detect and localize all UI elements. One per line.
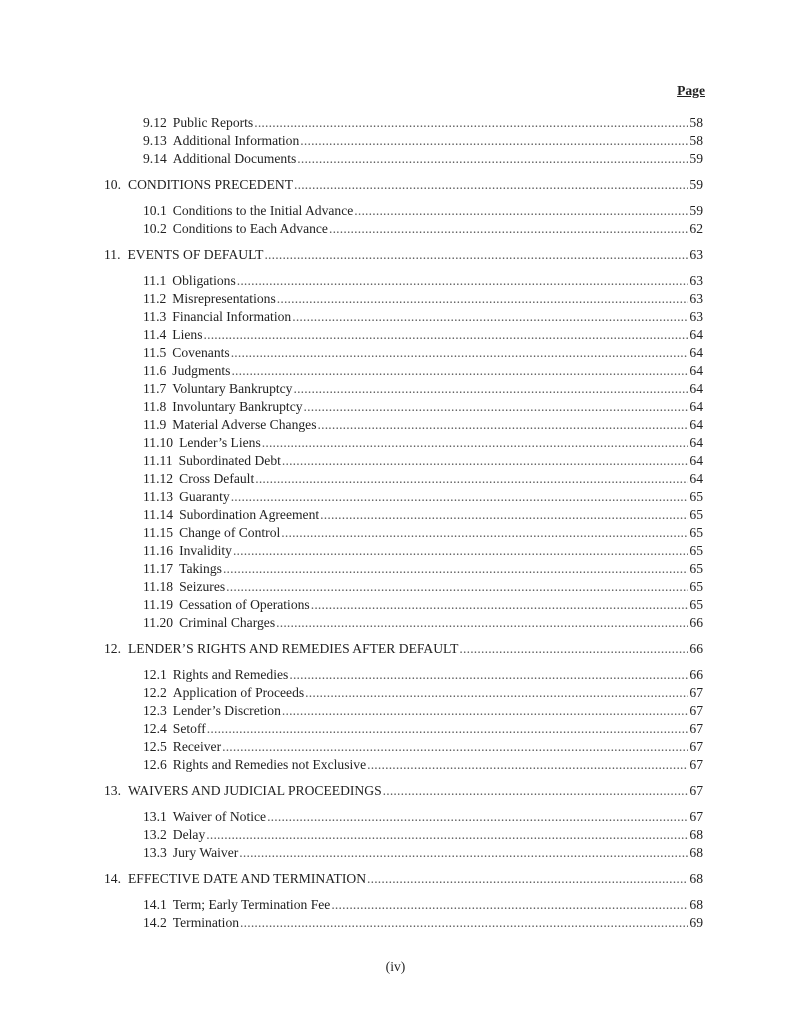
- entry-title: Rights and Remedies not Exclusive: [172, 757, 367, 772]
- leader-dots: [231, 362, 688, 380]
- toc-subsection-entry: [0, 150, 791, 168]
- entry-page-number: 59: [689, 177, 703, 192]
- table-of-contents: [0, 114, 791, 932]
- toc-subsection-entry: [0, 326, 791, 344]
- toc-subsection-entry: [0, 132, 791, 150]
- entry-title: Term; Early Termination Fee: [172, 897, 331, 912]
- entry-title: Covenants: [172, 345, 230, 360]
- entry-page-number: 63: [689, 273, 703, 288]
- entry-number: 11.9: [143, 417, 167, 432]
- entry-number: 11.10: [143, 435, 174, 450]
- leader-dots: [226, 578, 688, 596]
- entry-title: Takings: [179, 561, 222, 576]
- entry-page-number: 66: [689, 667, 703, 682]
- page-number-footer: (iv): [385, 959, 406, 974]
- entry-title: Judgments: [172, 363, 231, 378]
- entry-number: 13.: [104, 783, 121, 798]
- entry-title: WAIVERS AND JUDICIAL PROCEEDINGS: [128, 783, 382, 798]
- leader-dots: [331, 896, 688, 914]
- leader-dots: [294, 176, 688, 194]
- leader-dots: [267, 808, 688, 826]
- toc-subsection-entry: [0, 290, 791, 308]
- entry-title: CONDITIONS PRECEDENT: [128, 177, 294, 192]
- toc-subsection-entry: [0, 596, 791, 614]
- entry-page-number: 67: [689, 757, 703, 772]
- entry-number: 11.12: [143, 471, 174, 486]
- entry-number: 11.18: [143, 579, 174, 594]
- leader-dots: [237, 272, 688, 290]
- toc-subsection-entry: [0, 470, 791, 488]
- toc-subsection-entry: [0, 702, 791, 720]
- toc-subsection-entry: [0, 524, 791, 542]
- toc-subsection-entry: [0, 666, 791, 684]
- entry-page-number: 65: [689, 525, 703, 540]
- toc-section-entry: [0, 870, 791, 888]
- leader-dots: [367, 756, 688, 774]
- entry-number: 12.3: [143, 703, 167, 718]
- toc-subsection-entry: [0, 362, 791, 380]
- leader-dots: [297, 150, 688, 168]
- entry-page-number: 69: [689, 915, 703, 930]
- leader-dots: [367, 870, 688, 888]
- toc-subsection-entry: [0, 416, 791, 434]
- toc-subsection-entry: [0, 542, 791, 560]
- entry-page-number: 62: [689, 221, 703, 236]
- entry-title: Voluntary Bankruptcy: [172, 381, 293, 396]
- entry-title: Lender’s Liens: [179, 435, 261, 450]
- entry-number: 11.6: [143, 363, 167, 378]
- toc-subsection-entry: [0, 826, 791, 844]
- entry-title: Subordinated Debt: [178, 453, 281, 468]
- leader-dots: [318, 416, 689, 434]
- leader-dots: [293, 380, 688, 398]
- toc-subsection-entry: [0, 380, 791, 398]
- entry-title: Change of Control: [179, 525, 281, 540]
- entry-number: 11.8: [143, 399, 167, 414]
- entry-page-number: 64: [689, 381, 703, 396]
- entry-number: 9.13: [143, 133, 167, 148]
- entry-title: Termination: [172, 915, 240, 930]
- toc-subsection-entry: [0, 452, 791, 470]
- entry-page-number: 65: [689, 543, 703, 558]
- entry-page-number: 67: [689, 809, 703, 824]
- toc-subsection-entry: [0, 272, 791, 290]
- entry-page-number: 67: [689, 739, 703, 754]
- entry-number: 11.19: [143, 597, 174, 612]
- entry-number: 11.20: [143, 615, 174, 630]
- entry-title: Invalidity: [179, 543, 232, 558]
- entry-page-number: 67: [689, 685, 703, 700]
- entry-title: Cessation of Operations: [179, 597, 310, 612]
- entry-page-number: 66: [689, 615, 703, 630]
- entry-page-number: 67: [689, 721, 703, 736]
- toc-subsection-entry: [0, 220, 791, 238]
- entry-title: Involuntary Bankruptcy: [172, 399, 303, 414]
- entry-page-number: 64: [689, 471, 703, 486]
- leader-dots: [223, 560, 688, 578]
- leader-dots: [354, 202, 688, 220]
- entry-page-number: 68: [689, 897, 703, 912]
- entry-number: 11.: [104, 247, 121, 262]
- leader-dots: [240, 914, 688, 932]
- entry-number: 13.3: [143, 845, 167, 860]
- toc-subsection-entry: [0, 560, 791, 578]
- entry-title: Seizures: [179, 579, 226, 594]
- entry-title: Setoff: [172, 721, 206, 736]
- entry-page-number: 58: [689, 133, 703, 148]
- entry-number: 11.4: [143, 327, 167, 342]
- toc-subsection-entry: [0, 202, 791, 220]
- leader-dots: [276, 614, 688, 632]
- leader-dots: [254, 114, 688, 132]
- entry-title: Lender’s Discretion: [172, 703, 281, 718]
- entry-title: Conditions to the Initial Advance: [172, 203, 354, 218]
- page-column-header: Page: [677, 83, 705, 98]
- toc-subsection-entry: [0, 488, 791, 506]
- toc-subsection-entry: [0, 344, 791, 362]
- entry-title: Jury Waiver: [172, 845, 239, 860]
- entry-number: 9.14: [143, 151, 167, 166]
- entry-title: Receiver: [172, 739, 222, 754]
- entry-page-number: 64: [689, 453, 703, 468]
- leader-dots: [329, 220, 688, 238]
- entry-title: Material Adverse Changes: [172, 417, 317, 432]
- leader-dots: [383, 782, 688, 800]
- entry-page-number: 64: [689, 327, 703, 342]
- leader-dots: [231, 344, 688, 362]
- entry-title: Guaranty: [179, 489, 230, 504]
- entry-title: Waiver of Notice: [172, 809, 267, 824]
- entry-number: 10.1: [143, 203, 167, 218]
- toc-subsection-entry: [0, 434, 791, 452]
- leader-dots: [304, 398, 688, 416]
- toc-section-entry: [0, 176, 791, 194]
- entry-page-number: 65: [689, 597, 703, 612]
- leader-dots: [262, 434, 688, 452]
- leader-dots: [222, 738, 688, 756]
- entry-number: 11.16: [143, 543, 174, 558]
- entry-number: 12.1: [143, 667, 167, 682]
- toc-subsection-entry: [0, 578, 791, 596]
- entry-page-number: 64: [689, 435, 703, 450]
- entry-page-number: 63: [689, 291, 703, 306]
- entry-number: 12.6: [143, 757, 167, 772]
- toc-subsection-entry: [0, 720, 791, 738]
- leader-dots: [311, 596, 688, 614]
- entry-page-number: 64: [689, 399, 703, 414]
- entry-number: 12.: [104, 641, 121, 656]
- leader-dots: [277, 290, 688, 308]
- toc-subsection-entry: [0, 896, 791, 914]
- leader-dots: [292, 308, 688, 326]
- entry-page-number: 64: [689, 363, 703, 378]
- entry-title: Delay: [172, 827, 206, 842]
- toc-subsection-entry: [0, 684, 791, 702]
- entry-page-number: 59: [689, 203, 703, 218]
- entry-number: 11.17: [143, 561, 174, 576]
- entry-title: Application of Proceeds: [172, 685, 305, 700]
- entry-title: Criminal Charges: [179, 615, 276, 630]
- entry-title: Obligations: [172, 273, 236, 288]
- leader-dots: [281, 524, 688, 542]
- toc-subsection-entry: [0, 398, 791, 416]
- entry-number: 14.1: [143, 897, 167, 912]
- leader-dots: [289, 666, 688, 684]
- entry-number: 11.15: [143, 525, 174, 540]
- leader-dots: [282, 702, 688, 720]
- entry-title: Public Reports: [172, 115, 254, 130]
- entry-page-number: 64: [689, 345, 703, 360]
- entry-page-number: 58: [689, 115, 703, 130]
- entry-title: Additional Documents: [172, 151, 297, 166]
- entry-number: 14.: [104, 871, 121, 886]
- toc-subsection-entry: [0, 808, 791, 826]
- entry-number: 11.3: [143, 309, 167, 324]
- entry-page-number: 65: [689, 507, 703, 522]
- entry-title: Additional Information: [172, 133, 300, 148]
- toc-subsection-entry: [0, 506, 791, 524]
- entry-number: 10.2: [143, 221, 167, 236]
- entry-number: 10.: [104, 177, 121, 192]
- entry-page-number: 68: [689, 827, 703, 842]
- entry-title: EFFECTIVE DATE AND TERMINATION: [128, 871, 367, 886]
- leader-dots: [239, 844, 688, 862]
- leader-dots: [300, 132, 688, 150]
- entry-title: Misrepresentations: [172, 291, 276, 306]
- entry-page-number: 65: [689, 489, 703, 504]
- toc-subsection-entry: [0, 738, 791, 756]
- toc-subsection-entry: [0, 114, 791, 132]
- leader-dots: [255, 470, 688, 488]
- entry-title: Cross Default: [179, 471, 255, 486]
- entry-number: 11.7: [143, 381, 167, 396]
- entry-page-number: 59: [689, 151, 703, 166]
- entry-page-number: 63: [689, 309, 703, 324]
- entry-number: 11.5: [143, 345, 167, 360]
- entry-number: 12.4: [143, 721, 167, 736]
- leader-dots: [459, 640, 688, 658]
- toc-subsection-entry: [0, 308, 791, 326]
- toc-section-entry: [0, 246, 791, 264]
- leader-dots: [204, 326, 689, 344]
- entry-number: 11.13: [143, 489, 174, 504]
- entry-page-number: 67: [689, 783, 703, 798]
- entry-page-number: 64: [689, 417, 703, 432]
- entry-number: 11.1: [143, 273, 167, 288]
- entry-page-number: 68: [689, 845, 703, 860]
- leader-dots: [305, 684, 688, 702]
- toc-section-entry: [0, 640, 791, 658]
- entry-number: 14.2: [143, 915, 167, 930]
- entry-number: 13.2: [143, 827, 167, 842]
- toc-subsection-entry: [0, 844, 791, 862]
- entry-title: Conditions to Each Advance: [172, 221, 328, 236]
- toc-section-entry: [0, 782, 791, 800]
- entry-title: Rights and Remedies: [172, 667, 289, 682]
- entry-number: 12.2: [143, 685, 167, 700]
- leader-dots: [207, 720, 688, 738]
- toc-subsection-entry: [0, 756, 791, 774]
- entry-title: EVENTS OF DEFAULT: [127, 247, 264, 262]
- entry-page-number: 66: [689, 641, 703, 656]
- leader-dots: [282, 452, 688, 470]
- entry-number: 11.14: [143, 507, 174, 522]
- leader-dots: [231, 488, 688, 506]
- entry-title: Subordination Agreement: [179, 507, 320, 522]
- entry-number: 13.1: [143, 809, 167, 824]
- entry-page-number: 65: [689, 579, 703, 594]
- entry-page-number: 68: [689, 871, 703, 886]
- entry-number: 9.12: [143, 115, 167, 130]
- entry-title: LENDER’S RIGHTS AND REMEDIES AFTER DEFAULT: [128, 641, 459, 656]
- entry-page-number: 65: [689, 561, 703, 576]
- leader-dots: [264, 246, 688, 264]
- entry-number: 11.11: [143, 453, 173, 468]
- leader-dots: [320, 506, 688, 524]
- entry-title: Liens: [172, 327, 203, 342]
- toc-subsection-entry: [0, 914, 791, 932]
- leader-dots: [233, 542, 688, 560]
- leader-dots: [206, 826, 688, 844]
- entry-page-number: 63: [689, 247, 703, 262]
- entry-number: 12.5: [143, 739, 167, 754]
- entry-page-number: 67: [689, 703, 703, 718]
- entry-title: Financial Information: [172, 309, 292, 324]
- entry-number: 11.2: [143, 291, 167, 306]
- toc-subsection-entry: [0, 614, 791, 632]
